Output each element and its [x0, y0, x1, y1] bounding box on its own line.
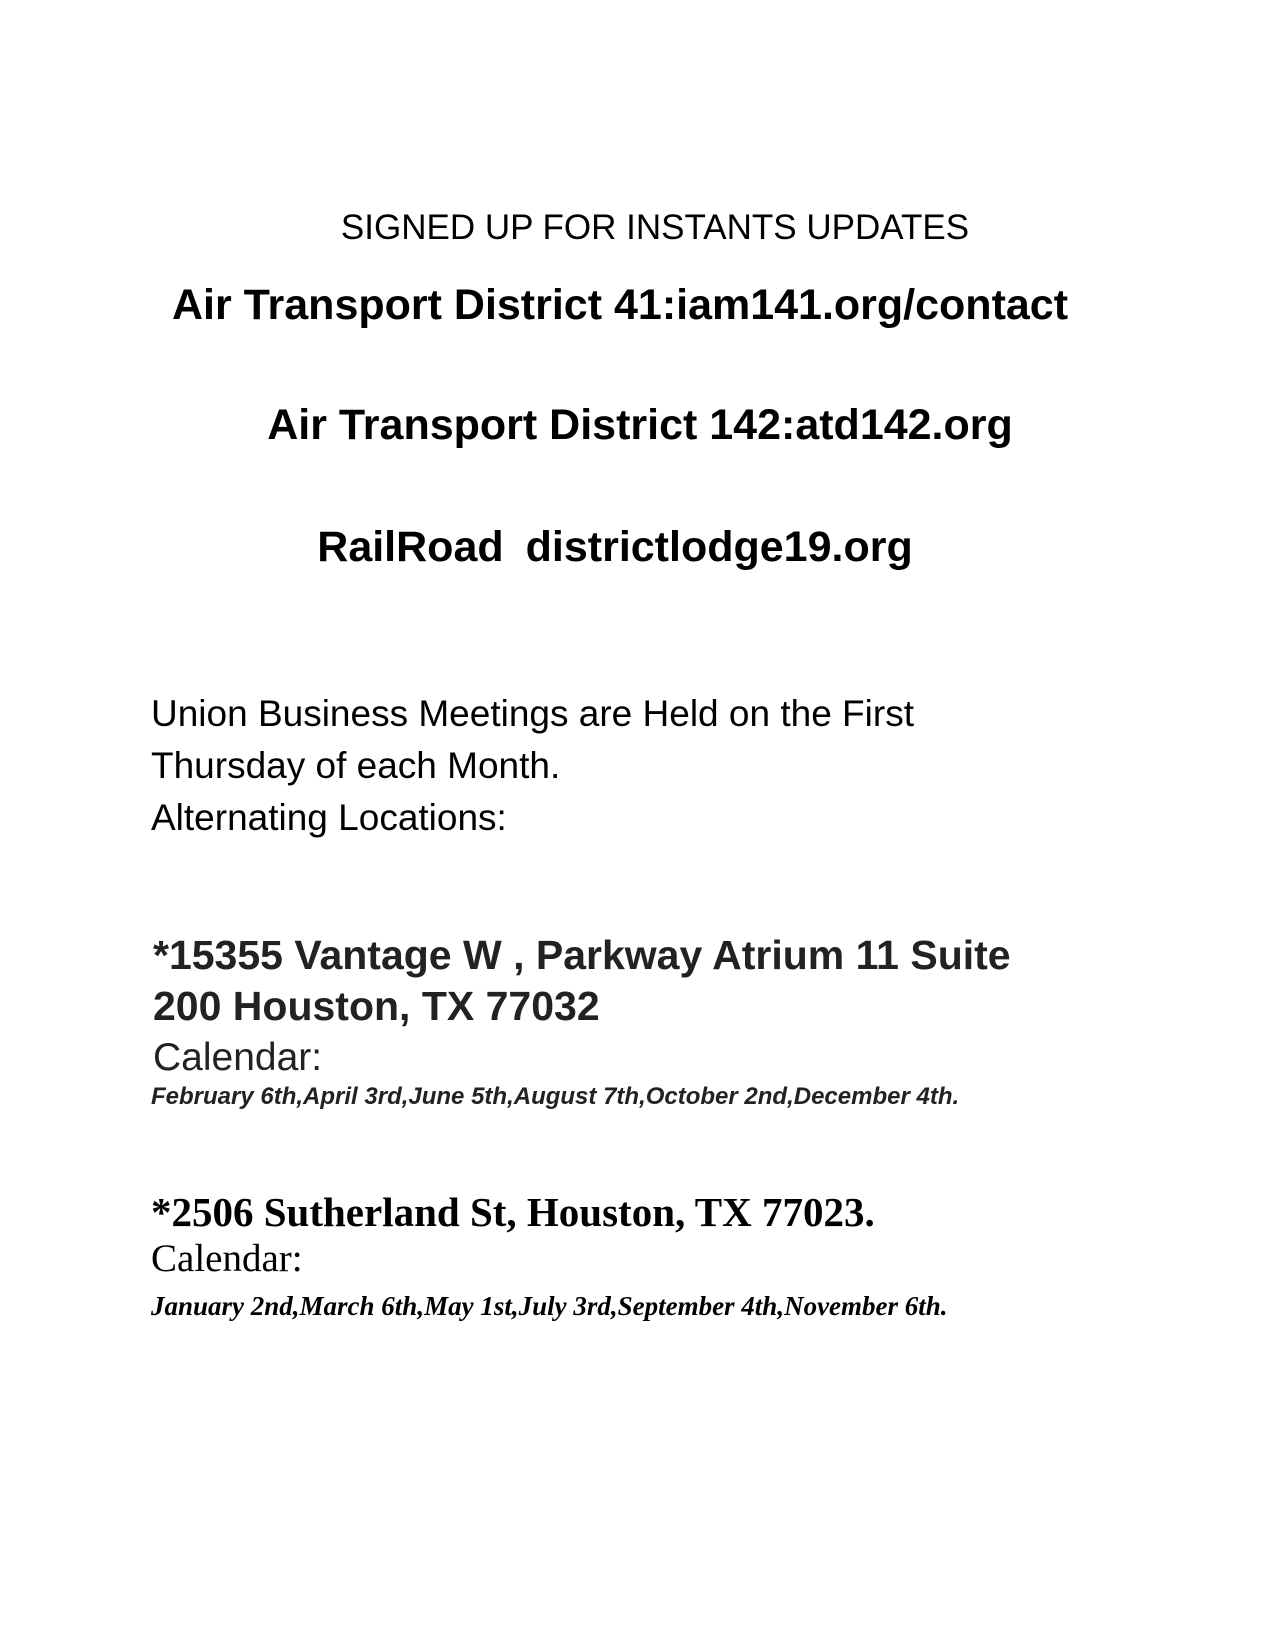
location-1-address-line-2: 200 Houston, TX 77032	[153, 983, 600, 1029]
location-1-calendar-label: Calendar:	[153, 1036, 323, 1079]
railroad-label: RailRoad	[317, 523, 504, 571]
meetings-info	[151, 688, 914, 844]
location-1-calendar-dates: February 6th,April 3rd,June 5th,August 7th,October 2nd,December 4th.	[151, 1083, 960, 1110]
location-2-calendar-label: Calendar:	[151, 1237, 303, 1280]
location-2-calendar-dates: January 2nd,March 6th,May 1st,July 3rd,September 4th,November 6th.	[151, 1291, 948, 1321]
updates-heading: SIGNED UP FOR INSTANTS UPDATES	[340, 208, 970, 247]
meetings-line-2: Thursday of each Month.	[151, 745, 561, 786]
railroad-site: districtlodge19.org	[525, 523, 913, 571]
district-142-contact: Air Transport District 142:atd142.org	[267, 401, 1013, 449]
location-1-address	[153, 930, 1011, 1032]
meetings-line-1: Union Business Meetings are Held on the First	[151, 693, 914, 734]
location-2-address: *2506 Sutherland St, Houston, TX 77023.	[151, 1189, 875, 1235]
location-1-address-line-1: *15355 Vantage W , Parkway Atrium 11 Suite	[153, 932, 1011, 978]
railroad-contact	[0, 522, 1230, 572]
district-41-contact: Air Transport District 41:iam141.org/contact	[171, 281, 1069, 329]
meetings-line-3: Alternating Locations:	[151, 797, 507, 838]
